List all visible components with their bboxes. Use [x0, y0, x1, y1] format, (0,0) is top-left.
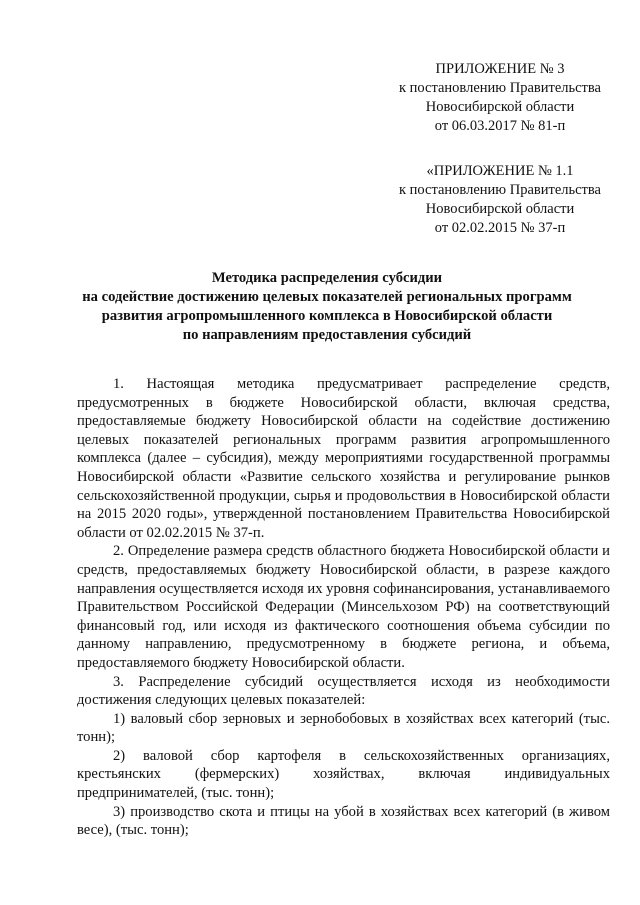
title-line: Методика распределения субсидии — [211, 270, 443, 286]
document-title — [40, 269, 614, 345]
appendix-region: Новосибирской области — [425, 99, 575, 115]
appendix-ref: к постановлению Правительства — [399, 182, 601, 198]
appendix-date: от 06.03.2017 № 81-п — [434, 118, 566, 134]
appendix-region: Новосибирской области — [425, 201, 575, 217]
appendix-title: ПРИЛОЖЕНИЕ № 3 — [435, 61, 565, 77]
appendix-ref: к постановлению Правительства — [399, 80, 601, 96]
title-line: по направлениям предоставления субсидий — [182, 327, 472, 343]
paragraph-1: 1. Настоящая методика предусматривает распределение средств, предусмотренных в бюджете Новосибирской области, включая средства, предоставляемые бюджету Новосибирской области на содействие достижению целевых показателей региональных программ развития агропромышленного комплекса (далее – субсидия), между мероприятиями государственной программы Новосибирской области «Развитие сельского хозяйства и регулирование рынков сельскохозяйственной продукции, сырья и продовольствия в Новосибирской области на 2015 2020 годы», утвержденной постановлением Правительства Новосибирской области от 02.02.2015 № 37-п. — [77, 376, 610, 541]
title-line: развития агропромышленного комплекса в Новосибирской области — [101, 308, 553, 324]
appendix-date: от 02.02.2015 № 37-п — [434, 220, 566, 236]
list-item-1: 1) валовый сбор зерновых и зернобобовых в хозяйствах всех категорий (тыс. тонн); — [77, 710, 610, 746]
document-body — [77, 375, 610, 840]
title-line: на содействие достижению целевых показателей региональных программ — [82, 289, 572, 305]
appendix-header-current — [370, 60, 630, 136]
appendix-header-original — [370, 162, 630, 238]
appendix-title: «ПРИЛОЖЕНИЕ № 1.1 — [426, 163, 574, 179]
list-item-2: 2) валовой сбор картофеля в сельскохозяйственных организациях, крестьянских (фермерских) хозяйствах, включая индивидуальных предпринимателей, (тыс. тонн); — [77, 747, 610, 802]
list-item-3: 3) производство скота и птицы на убой в хозяйствах всех категорий (в живом весе), (тыс. тонн); — [77, 803, 610, 839]
paragraph-2: 2. Определение размера средств областного бюджета Новосибирской области и средств, предоставляемых бюджету Новосибирской области, в разрезе каждого направления осуществляется исходя их уровня софинансирования, устанавливаемого Правительством Российской Федерации (Минсельхозом РФ) на соответствующий финансовый год, или исходя из фактического соотношения объема субсидии по данному направлению, предусмотренному в бюджете региона, и объема, предоставляемого бюджету Новосибирской области. — [77, 543, 610, 671]
paragraph-3: 3. Распределение субсидий осуществляется исходя из необходимости достижения следующих целевых показателей: — [77, 673, 610, 709]
